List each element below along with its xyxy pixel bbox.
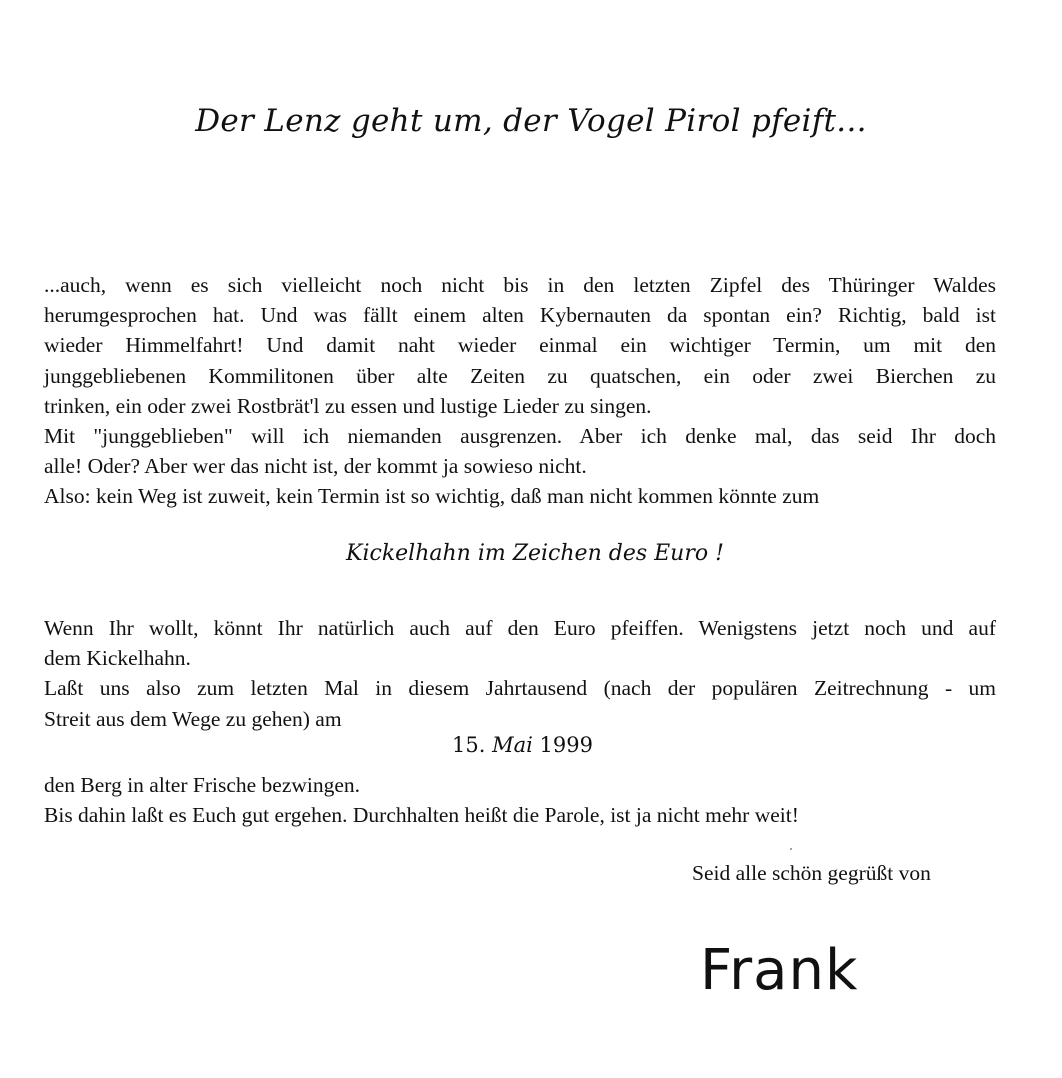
- paragraph-euro: [44, 613, 996, 734]
- text-line: dem Kickelhahn.: [44, 646, 191, 671]
- event-date: [452, 733, 593, 757]
- text-line: Mit "junggeblieben" will ich niemanden ausgrenzen. Aber ich denke mal, das seid Ihr doch: [44, 424, 996, 449]
- paragraph-closing: [44, 770, 996, 830]
- date-month: Mai: [492, 733, 533, 757]
- text-line: Streit aus dem Wege zu gehen) am: [44, 706, 342, 731]
- greeting-line: Seid alle schön gegrüßt von: [692, 861, 931, 885]
- text-line: Bis dahin laßt es Euch gut ergehen. Durchhalten heißt die Parole, ist ja nicht mehr weit!: [44, 803, 799, 828]
- text-line: Wenn Ihr wollt, könnt Ihr natürlich auch auf den Euro pfeiffen. Wenigstens jetzt noch und auf: [44, 616, 996, 640]
- motto-line: Kickelhahn im Zeichen des Euro !: [346, 541, 724, 566]
- text-line: junggebliebenen Kommilitonen über alte Zeiten zu quatschen, ein oder zwei Bierchen zu: [44, 363, 996, 388]
- text-line: alle! Oder? Aber wer das nicht ist, der kommt ja sowieso nicht.: [44, 454, 587, 479]
- text-line: ...auch, wenn es sich vielleicht noch nicht bis in den letzten Zipfel des Thüringer Waldes: [44, 273, 996, 297]
- text-line: herumgesprochen hat. Und was fällt einem alten Kybernauten da spontan ein? Richtig, bald ist: [44, 303, 996, 328]
- text-line: Laßt uns also zum letzten Mal in diesem Jahrtausend (nach der populären Zeitrechnung - um: [44, 676, 996, 701]
- signature: Frank: [700, 938, 859, 1003]
- speck-mark: [790, 848, 792, 850]
- paragraph-invitation: [44, 270, 996, 512]
- text-line: trinken, ein oder zwei Rostbrät'l zu essen und lustige Lieder zu singen.: [44, 393, 652, 418]
- letter-title: Der Lenz geht um, der Vogel Pirol pfeift...: [195, 103, 867, 139]
- text-line: wieder Himmelfahrt! Und damit naht wieder einmal ein wichtiger Termin, um mit den: [44, 333, 996, 358]
- text-line: Also: kein Weg ist zuweit, kein Termin ist so wichtig, daß man nicht kommen könnte zum: [44, 484, 820, 509]
- date-day: 15.: [452, 733, 486, 757]
- date-year: 1999: [539, 733, 593, 757]
- text-line: den Berg in alter Frische bezwingen.: [44, 773, 361, 797]
